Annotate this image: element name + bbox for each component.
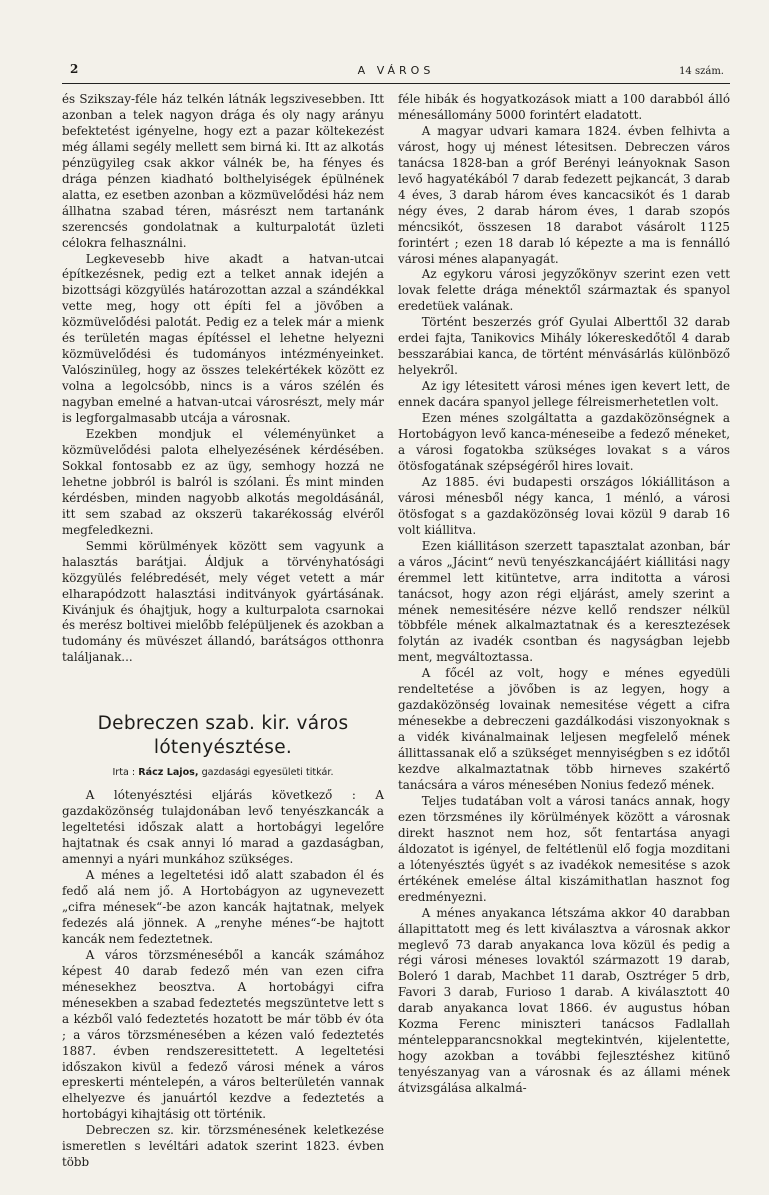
paragraph: Történt beszerzés gróf Gyulai Alberttől 32 darab erdei fajta, Tanikovics Mihály lókereskedőtől 4 darab besszarábiai kanca, de történt ménvásárlás különböző helyekről.	[398, 315, 730, 378]
issue-number: 14 szám.	[679, 66, 724, 77]
byline-prefix: Irta :	[112, 767, 136, 779]
paragraph: A magyar udvari kamara 1824. évben felhivta a várost, hogy uj ménest létesitsen. Debreczen város tanácsa 1828-ban a gróf Berényi leányoknak Sason levő hagyatékából 7 darab fedezett pejkancát, 3 darab 4 éves, 3 darab három éves kancacsikót és 1 darab négy éves, 2 darab három éves, 1 darab szopós méncsikót, összesen 18 darabot vásárolt 1125 forintért ; ezen 18 darab ló képezte a ma is fennálló városi ménes alapanyagát.	[398, 123, 730, 266]
paragraph: A ménes anyakanca létszáma akkor 40 darabban állapittatott meg és lett kiválasztva a városnak akkor meglevő 73 darab anyakanca lova közül és pedig a régi városi méneses lovaktól származott 19 darab, Boleró 1 darab, Machbet 11 darab, Osztréger 5 drb, Favori 3 darab, Furioso 1 darab. A kiválasztott 40 darab anyakanca lovat 1866. év augustus hóban Kozma Ferenc miniszteri tanácsos Fadlallah méntelepparancsnokkal megtekintvén, kijelentette, hogy azokban a további fejlesztéshez kitünő tenyészanyag van a városnak és az állami mének átvizsgálása alkalmá-	[398, 905, 730, 1096]
page-number: 2	[70, 62, 79, 76]
paragraph: Az egykoru városi jegyzőkönyv szerint ezen vett lovak felette drága ménektől származtak és spanyol eredetüek valának.	[398, 267, 730, 314]
header-rule	[62, 83, 730, 84]
paragraph: A főcél az volt, hogy e ménes egyedüli rendeltetése a jövőben is az legyen, hogy a gazdaközönség lovainak nemesitése végett a cifra ménesekbe a debreczeni gazdálkodási viszonyoknak s a vidék kivánalmainak leljesen megfelelő mének állittassanak elő a szükséget mennyiségben s ez időtől kezdve alkalmaztatnak több hirneves szakértő tanácsára a város ménesében Nonius fedező mének.	[398, 666, 730, 792]
paragraph: Ezen kiállitáson szerzett tapasztalat azonban, bár a város „Jácint“ nevü tenyészkancájáért kiállitási nagy éremmel lett kitüntetve, arra inditotta a városi tanácsot, hogy azon régi eljárást, amely szerint a mének nemesitésére nézve kellő rendszer nélkül többféle mének alkalmaztatnak és a keresztezések folytán az ivadék csontban és nagyságban lejebb ment, megváltoztassa.	[398, 538, 730, 665]
paragraph: Legkevesebb hive akadt a hatvan-utcai építkezésnek, pedig ezt a telket annak idején a bizottsági közgyülés határozottan azzal a szándékkal vette meg, hogy ott építi fel a jövőben a közmüvelődési palotát. Pedig ez a telek már a mienk és területén magas építéssel el lehetne helyezni közmüvelődési és tudományos intézményeinket. Valószinüleg, hogy az összes telekértékek között ez volna a legolcsóbb, nincs is a város szélén és nagyban emelné a hatvan-utcai városrészt, mely már is legforgalmasabb utcája a városnak.	[62, 251, 384, 426]
article-paragraph: A lótenyésztési eljárás következő : A gazdaközönség tulajdonában levő tenyészkancák a legeltetési időszak alatt a hortobágyi legelőre hajtatnak és csak annyi ló marad a gazdaságban, amennyi a nyári munkához szükséges.	[62, 788, 384, 867]
paragraph: Teljes tudatában volt a városi tanács annak, hogy ezen törzsménes ily körülmények között a városnak direkt hasznot nem hoz, sőt fentartása anyagi áldozatot is igényel, de feltétlenül elő fogja mozditani a lótenyésztés ügyét s az ivadékok nemesitése s azok értékének emelése által kiszámithatlan hasznot fog eredményezni.	[398, 793, 730, 904]
paragraph: Ezekben mondjuk el véleményünket a közmüvelődési palota elhelyezésének kérdésében. Sokkal fontosabb ez az ügy, semhogy hozzá ne lehetne jobbról is balról is szólani. És mint minden kérdésben, minden nagyobb alkotás megoldásánál, itt sem szabad az okszerü takarékosság elvéről megfeledkezni.	[62, 427, 384, 537]
article-paragraph: A ménes a legeltetési idő alatt szabadon él és fedő alá nem jő. A Hortobágyon az ugynevezett „cifra ménesek“-be azon kancák hajtatnak, melyek fedezés alá jönnek. A „renyhe ménes“-be hajtott kancák nem fedeztetnek.	[62, 868, 384, 946]
article-paragraph: Debreczen sz. kir. törzsménesének keletkezése ismeretlen s levéltári adatok szerint 1823. évben több	[62, 1123, 384, 1170]
article-title	[62, 712, 384, 760]
byline-author: Rácz Lajos,	[138, 767, 199, 779]
paragraph: és Szikszay-féle ház telkén látnák legszivesebben. Itt azonban a telek nagyon drága és oly nagy arányu befektetést igényelne, hogy ezt a pazar költekezést még állami segély mellett sem birná ki. Itt az alkotás pénzügyileg csak akkor válnék be, ha fényes és drága pénzen kiadható bolthelyiségek épülnének alatta, ez esetben azonban a közmüvelődési ház nem állhatna szabad téren, másrészt nem tartanánk szerencsés gondolatnak a kulturpalotát üzleti célokra felhasználni.	[62, 92, 384, 250]
paragraph: Az 1885. évi budapesti országos lókiállitáson a városi ménesből négy kanca, 1 ménló, a városi ötösfogat s a gazdaközönség lovai közül 9 darab 16 volt kiállitva.	[398, 474, 730, 537]
article-byline	[62, 766, 384, 780]
article-paragraph: A város törzsméneséből a kancák számához képest 40 darab fedező mén van ezen cifra ménesekhez beosztva. A hortobágyi cifra ménesekben a szabad fedeztetés megszüntetve lett s a kézből való fedeztetés hozatott be már több év óta ; a város törzsménesében a kézen való fedeztetés 1887. évben rendszeresittetett. A legeltetési időszakon kivül a fedező városi mének a város epreskerti méntelepén, a város belterületén vannak elhelyezve és januártól kezdve a fedeztetés a hortobágyi kihajtásig ott történik.	[62, 947, 384, 1122]
page-header	[62, 62, 730, 84]
paragraph: Az igy létesitett városi ménes igen kevert lett, de ennek dacára spanyol jellege félreismerhetetlen volt.	[398, 379, 730, 410]
article-title-line: Debreczen szab. kir. város	[97, 713, 349, 735]
paragraph: Semmi körülmények között sem vagyunk a halasztás barátjai. Áldjuk a törvényhatósági közgyülés felébredését, mely véget vetett a már elharapódzott halasztási inditványok gyártásának. Kivánjuk és óhajtjuk, hogy a kulturpalota csarnokai és merész boltivei mielőbb felépüljenek és azokban a tudomány és müvészet állandó, barátságos otthonra találjanak...	[62, 538, 384, 665]
paragraph: Ezen ménes szolgáltatta a gazdaközönségnek a Hortobágyon levő kanca-méneseibe a fedező méneket, a városi fogatokba szükséges lovakat s a város ötösfogatának szépségéről hires lovait.	[398, 411, 730, 473]
article-title-line: lótenyésztése.	[153, 737, 293, 759]
newspaper-title: A VÁROS	[357, 64, 435, 77]
right-column	[398, 92, 730, 1097]
paragraph: féle hibák és hogyatkozások miatt a 100 darabból álló ménesállomány 5000 forintért eladatott.	[398, 92, 730, 122]
left-column	[62, 92, 384, 1171]
byline-role: gazdasági egyesületi titkár.	[201, 767, 334, 779]
